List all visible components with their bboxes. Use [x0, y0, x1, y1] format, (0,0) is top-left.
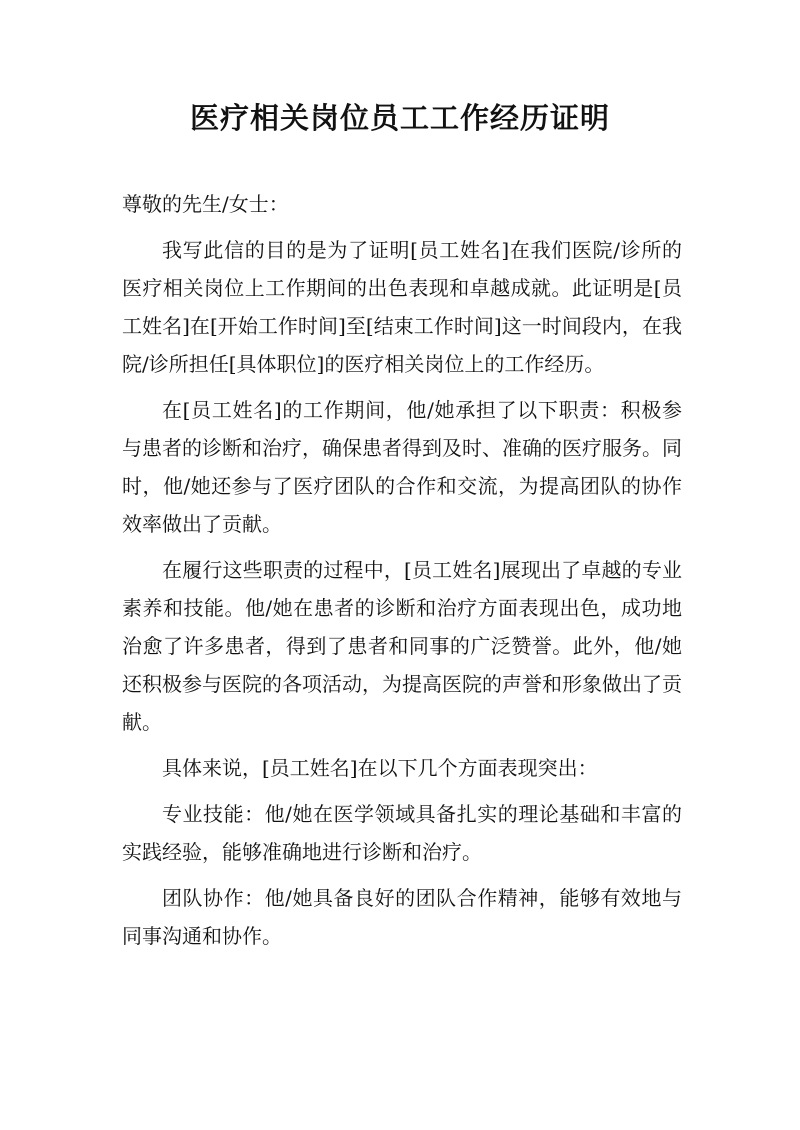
document-title: 医疗相关岗位员工工作经历证明: [189, 101, 610, 135]
paragraph-professional-skills: 专业技能：他/她在医学领域具备扎实的理论基础和丰富的实践经验，能够准确地进行诊断和治疗。: [122, 802, 682, 864]
document-body: [122, 185, 682, 963]
paragraph-highlights-intro: 具体来说，[员工姓名]在以下几个方面表现突出：: [162, 756, 598, 780]
paragraph-teamwork: 团队协作：他/她具备良好的团队合作精神，能够有效地与同事沟通和协作。: [122, 886, 682, 948]
paragraph-purpose: 我写此信的目的是为了证明[员工姓名]在我们医院/诊所的医疗相关岗位上工作期间的出色表现和卓越成就。此证明是[员工姓名]在[开始工作时间]至[结束工作时间]这一时间段内，在我院/诊所担任[具体职位]的医疗相关岗位上的工作经历。: [122, 238, 682, 376]
paragraph-performance: 在履行这些职责的过程中，[员工姓名]展现出了卓越的专业素养和技能。他/她在患者的诊断和治疗方面表现出色，成功地治愈了许多患者，得到了患者和同事的广泛赞誉。此外，他/她还积极参与医院的各项活动，为提高医院的声誉和形象做出了贡献。: [122, 558, 682, 734]
salutation: 尊敬的先生/女士：: [122, 192, 289, 216]
paragraph-duties: 在[员工姓名]的工作期间，他/她承担了以下职责：积极参与患者的诊断和治疗，确保患者得到及时、准确的医疗服务。同时，他/她还参与了医疗团队的合作和交流，为提高团队的协作效率做出了贡献。: [122, 398, 682, 536]
